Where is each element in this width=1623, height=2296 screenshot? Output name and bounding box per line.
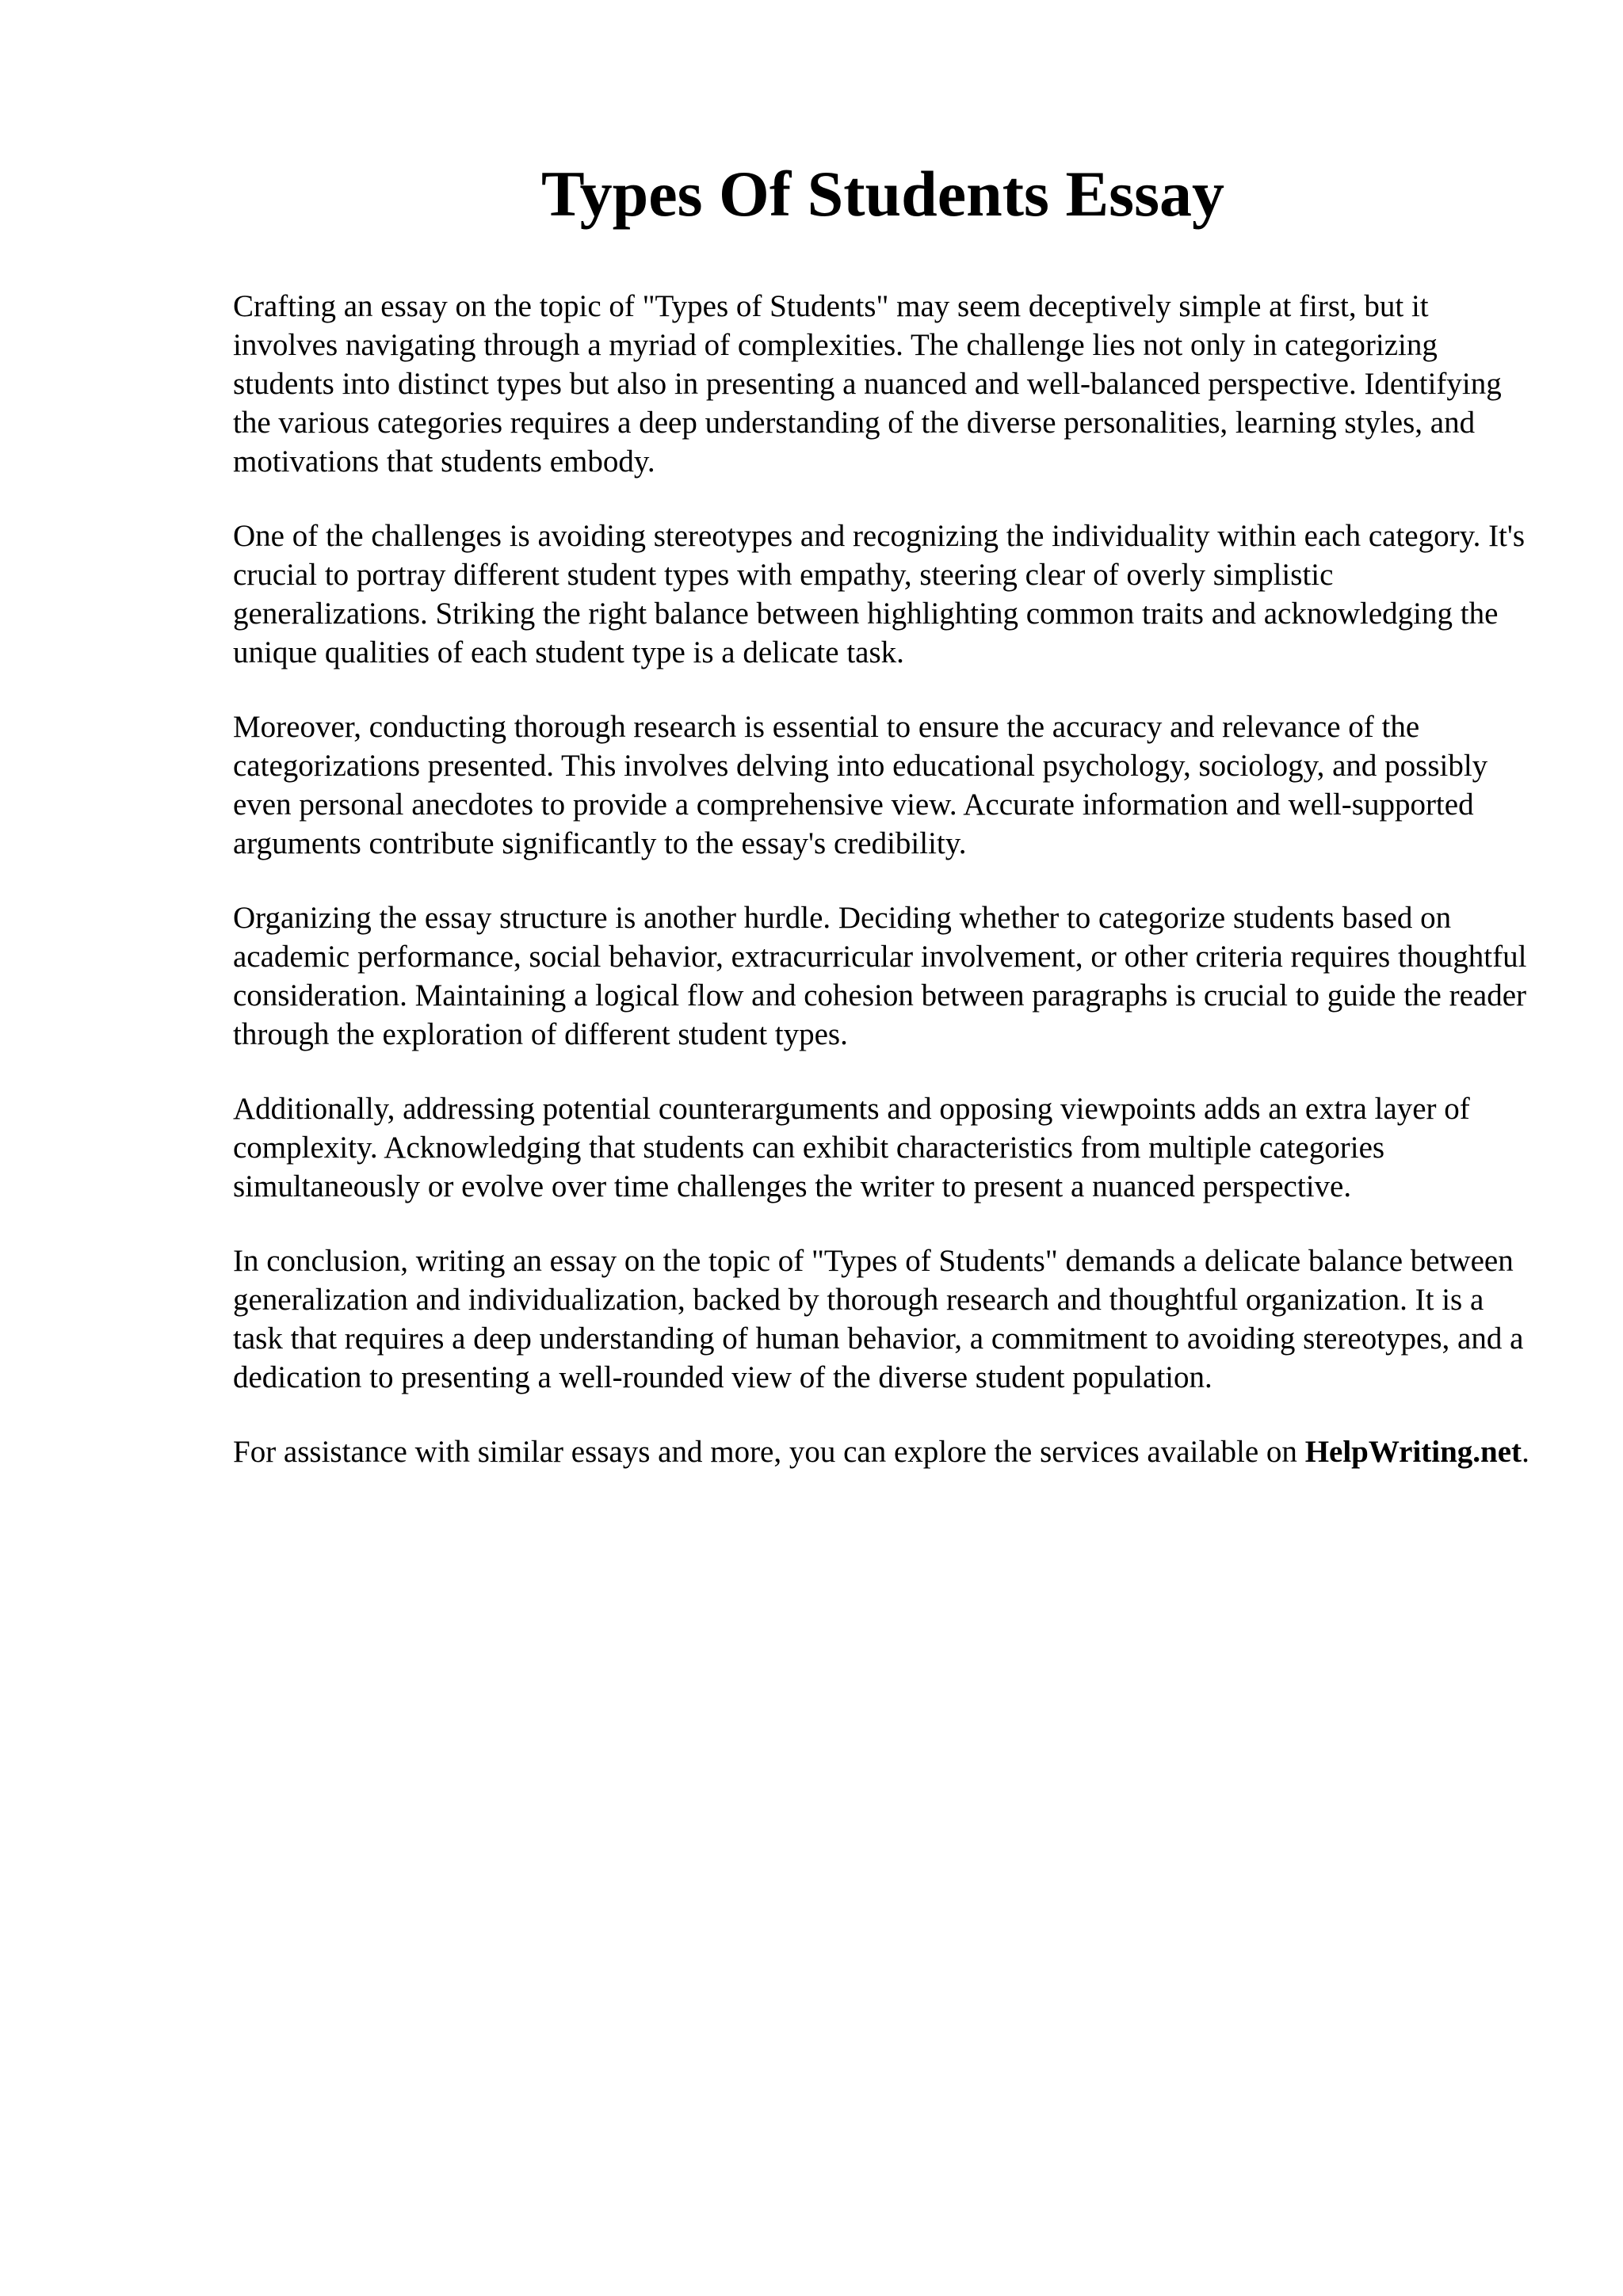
closing-text: For assistance with similar essays and more, you can explore the services available on xyxy=(233,1435,1305,1469)
paragraph-6: In conclusion, writing an essay on the topic of "Types of Students" demands a delicate balance between generalization and individualization, backed by thorough research and thoughtful organization. It is a task that requires a deep understanding of human behavior, a commitment to avoiding stereotypes, and a dedication to presenting a well-rounded view of the diverse student population. xyxy=(233,1244,1524,1394)
paragraph-1: Crafting an essay on the topic of "Types of Students" may seem deceptively simple at first, but it involves navigating through a myriad of complexities. The challenge lies not only in categorizing students into distinct types but also in presenting a nuanced and well-balanced perspective. Identifying the various categories requires a deep understanding of the diverse personalities, learning styles, and motivations that students embody. xyxy=(233,289,1502,479)
paragraph-3: Moreover, conducting thorough research is essential to ensure the accuracy and relevance of the categorizations presented. This involves delving into educational psychology, sociology, and possibly even personal anecdotes to provide a comprehensive view. Accurate information and well-supported arguments contribute significantly to the essay's credibility. xyxy=(233,710,1488,860)
closing-period: . xyxy=(1522,1435,1529,1469)
document-body xyxy=(233,151,1533,1507)
page-title: Types Of Students Essay xyxy=(541,158,1224,230)
paragraph-2: One of the challenges is avoiding stereotypes and recognizing the individuality within each category. It's crucial to portray different student types with empathy, steering clear of overly simplistic generalizations. Striking the right balance between highlighting common traits and acknowledging the unique qualities of each student type is a delicate task. xyxy=(233,519,1526,669)
helpwriting-link[interactable]: HelpWriting.net xyxy=(1304,1435,1522,1469)
closing-paragraph xyxy=(233,1432,1533,1471)
paragraph-4: Organizing the essay structure is another hurdle. Deciding whether to categorize students based on academic performance, social behavior, extracurricular involvement, or other criteria requires thoughtful consideration. Maintaining a logical flow and cohesion between paragraphs is crucial to guide the reader through the exploration of different student types. xyxy=(233,901,1527,1051)
paragraph-5: Additionally, addressing potential counterarguments and opposing viewpoints adds an extra layer of complexity. Acknowledging that students can exhibit characteristics from multiple categories simultaneously or evolve over time challenges the writer to present a nuanced perspective. xyxy=(233,1092,1470,1203)
